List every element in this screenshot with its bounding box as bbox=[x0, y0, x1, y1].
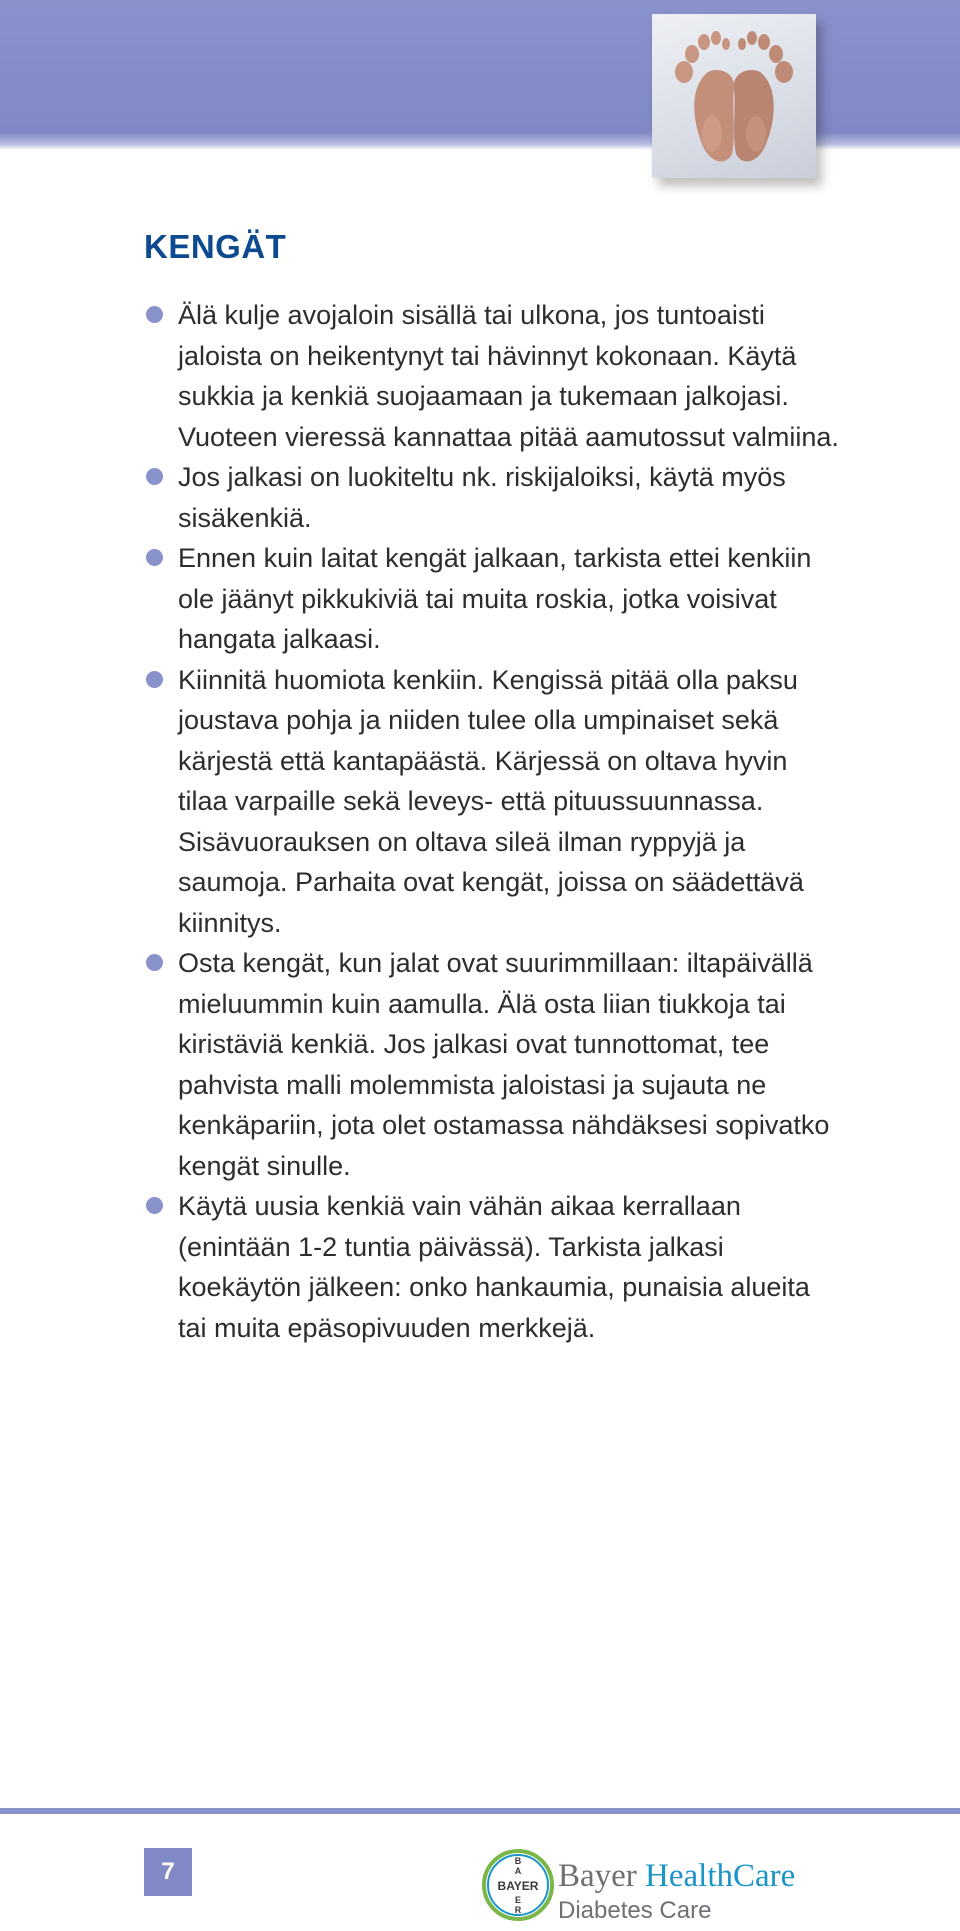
list-item bbox=[144, 457, 844, 538]
brand-product: HealthCare bbox=[645, 1858, 796, 1894]
svg-text:B: B bbox=[514, 1856, 522, 1866]
feet-image bbox=[652, 14, 816, 178]
bullet-icon bbox=[146, 306, 163, 323]
bayer-cross-icon bbox=[478, 1845, 558, 1925]
list-item-text: Ennen kuin laitat kengät jalkaan, tarkista ettei kenkiin ole jäänyt pikkukiviä tai muita roskia, jotka voisivat hangata jalkaasi. bbox=[178, 543, 812, 654]
svg-text:A: A bbox=[514, 1866, 522, 1876]
feet-photo bbox=[652, 14, 816, 178]
list-item bbox=[144, 1186, 844, 1348]
list-item bbox=[144, 660, 844, 944]
svg-text:E: E bbox=[514, 1895, 522, 1905]
brand-division: Diabetes Care bbox=[558, 1897, 712, 1924]
section-title: KENGÄT bbox=[144, 228, 287, 265]
list-item-text: Älä kulje avojaloin sisällä tai ulkona, jos tuntoaisti jaloista on heikentynyt tai hävinnyt kokonaan. Käytä sukkia ja kenkiä suojaamaan ja tukemaan jalkojasi. Vuoteen vieressä kannattaa pitää aamutossut valmiina. bbox=[178, 300, 839, 452]
shoe-advice-list bbox=[144, 295, 844, 1348]
bullet-icon bbox=[146, 671, 163, 688]
footer-rule bbox=[0, 1808, 960, 1814]
header-band bbox=[0, 0, 960, 150]
brand-wordmark bbox=[558, 1858, 795, 1926]
bullet-icon bbox=[146, 1197, 163, 1214]
brand-company: Bayer bbox=[558, 1858, 637, 1894]
page-number: 7 bbox=[144, 1848, 192, 1896]
list-item bbox=[144, 538, 844, 660]
list-item-text: Jos jalkasi on luokiteltu nk. riskijaloiksi, käytä myös sisäkenkiä. bbox=[178, 462, 786, 533]
list-item-text: Kiinnitä huomiota kenkiin. Kengissä pitää olla paksu joustava pohja ja niiden tulee olla umpinaiset sekä kärjestä että kantapäästä. Kärjessä on oltava hyvin tilaa varpaille sekä leveys- että pituussuunnassa. Sisävuorauksen on oltava sileä ilman ryppyjä ja saumoja. Parhaita ovat kengät, joissa on säädettävä kiinnitys. bbox=[178, 664, 804, 938]
list-item bbox=[144, 295, 844, 457]
bullet-icon bbox=[146, 549, 163, 566]
svg-text:R: R bbox=[514, 1905, 522, 1915]
bayer-cross-logo bbox=[478, 1845, 558, 1925]
list-item-text: Käytä uusia kenkiä vain vähän aikaa kerrallaan (enintään 1-2 tuntia päivässä). Tarkista jalkasi koekäytön jälkeen: onko hankaumia, punaisia alueita tai muita epäsopivuuden merkkejä. bbox=[178, 1191, 810, 1343]
bullet-icon bbox=[146, 468, 163, 485]
logo-horizontal-text: BAYER bbox=[497, 1879, 539, 1893]
bullet-icon bbox=[146, 954, 163, 971]
list-item bbox=[144, 943, 844, 1186]
list-item-text: Osta kengät, kun jalat ovat suurimmillaan: iltapäivällä mieluummin kuin aamulla. Älä osta liian tiukkoja tai kiristäviä kenkiä. Jos jalkasi ovat tunnottomat, tee pahvista malli molemmista jaloistasi ja sujauta ne kenkäpariin, jota olet ostamassa nähdäksesi sopivatko kengät sinulle. bbox=[178, 948, 830, 1181]
